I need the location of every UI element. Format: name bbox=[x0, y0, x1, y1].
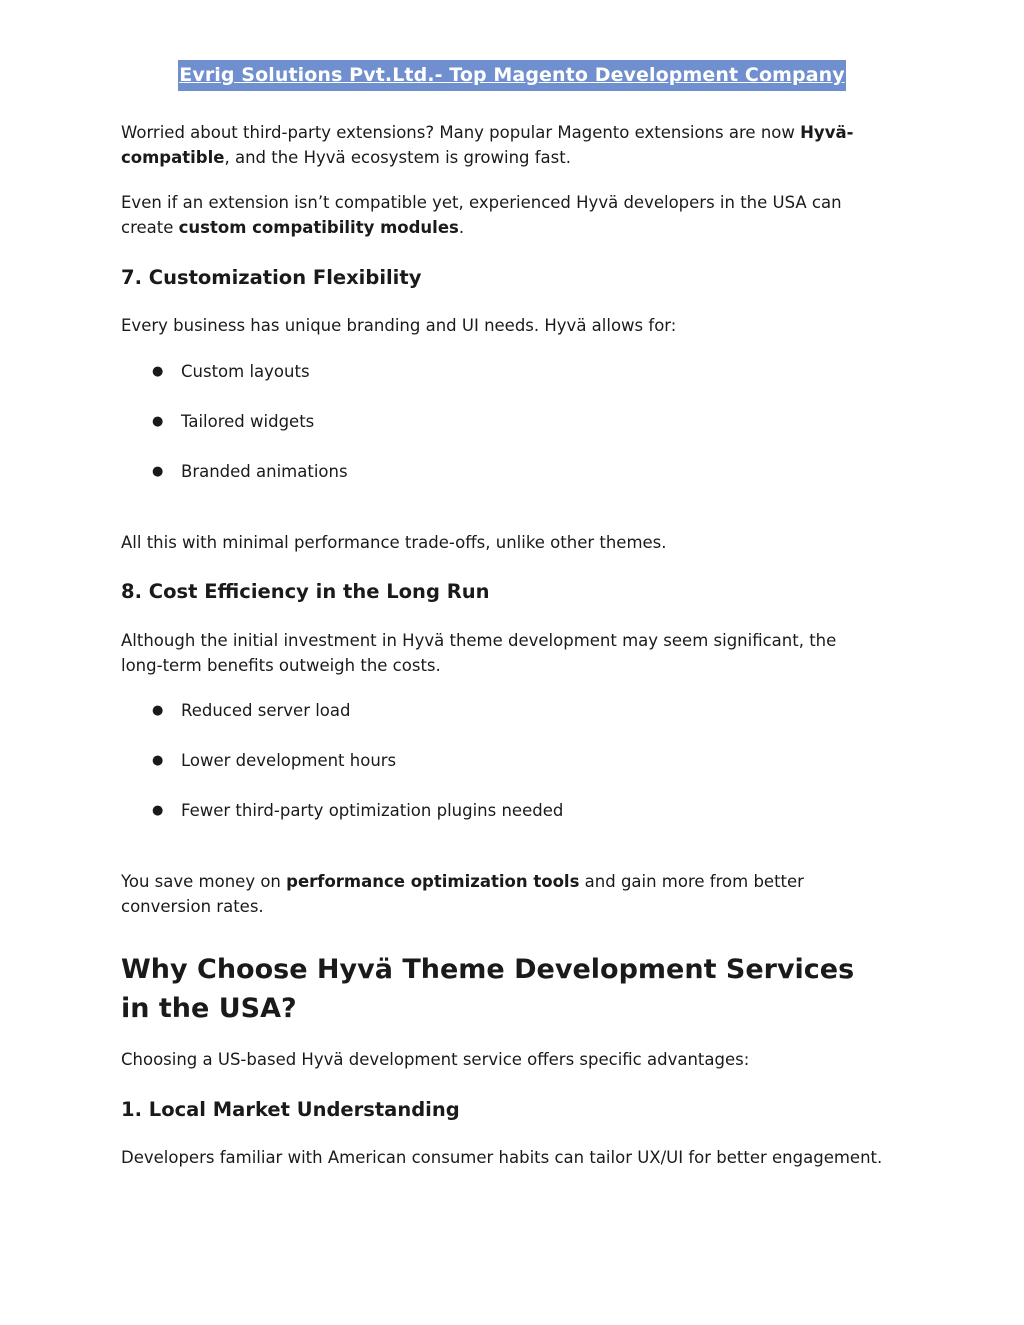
header-title-link[interactable]: Evrig Solutions Pvt.Ltd.- Top Magento Development Company bbox=[178, 60, 846, 91]
bullet-icon: ● bbox=[152, 414, 164, 429]
bold-text: performance optimization tools bbox=[286, 872, 580, 891]
intro-paragraph-1: Worried about third-party extensions? Many popular Magento extensions are now Hyvä-compatible, and the Hyvä ecosystem is growing fast. bbox=[121, 123, 854, 167]
intro-paragraph-2: Even if an extension isn’t compatible yet, experienced Hyvä developers in the USA can create custom compatibility modules. bbox=[121, 193, 842, 237]
section-8-lead: Although the initial investment in Hyvä theme development may seem significant, the long-term benefits outweigh the costs. bbox=[121, 631, 837, 675]
sub-1-heading: 1. Local Market Understanding bbox=[121, 1098, 460, 1121]
list-item: ● Custom layouts bbox=[121, 359, 348, 384]
why-choose-heading: Why Choose Hyvä Theme Development Services in the USA? bbox=[121, 954, 855, 1024]
section-7-lead: Every business has unique branding and UI needs. Hyvä allows for: bbox=[121, 316, 677, 335]
bullet-icon: ● bbox=[152, 364, 164, 379]
header bbox=[0, 60, 1024, 91]
list-item: ● Fewer third-party optimization plugins needed bbox=[121, 798, 563, 823]
bullet-icon: ● bbox=[152, 464, 164, 479]
sub-1-text: Developers familiar with American consumer habits can tailor UX/UI for better engagement. bbox=[121, 1148, 883, 1167]
section-7-closing: All this with minimal performance trade-offs, unlike other themes. bbox=[121, 533, 667, 552]
why-choose-lead: Choosing a US-based Hyvä development service offers specific advantages: bbox=[121, 1050, 750, 1069]
bold-text: custom compatibility modules bbox=[178, 218, 459, 237]
list-item: ● Tailored widgets bbox=[121, 409, 348, 434]
bullet-icon: ● bbox=[152, 703, 164, 718]
section-8-heading: 8. Cost Efficiency in the Long Run bbox=[121, 580, 490, 603]
section-7-heading: 7. Customization Flexibility bbox=[121, 266, 422, 289]
bullet-icon: ● bbox=[152, 803, 164, 818]
bold-text: Hyvä-compatible bbox=[121, 123, 854, 167]
section-8-list bbox=[121, 698, 563, 848]
list-item: ● Lower development hours bbox=[121, 748, 563, 773]
section-8-closing: You save money on performance optimization tools and gain more from better conversion rates. bbox=[121, 872, 804, 916]
bullet-icon: ● bbox=[152, 753, 164, 768]
list-item: ● Reduced server load bbox=[121, 698, 563, 723]
list-item: ● Branded animations bbox=[121, 459, 348, 484]
section-7-list bbox=[121, 359, 348, 509]
